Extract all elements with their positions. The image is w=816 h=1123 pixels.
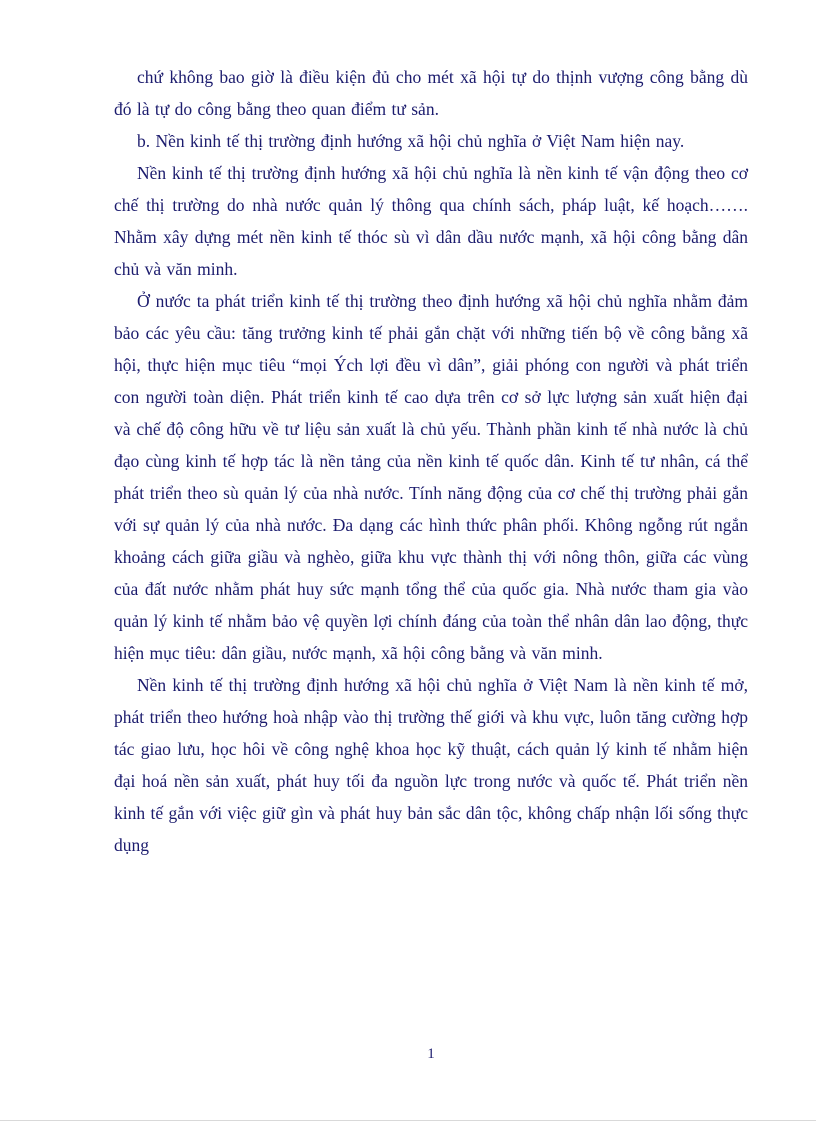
document-body bbox=[114, 61, 748, 861]
paragraph-continuation: chứ không bao giờ là điều kiện đủ cho mét xã hội tự do thịnh vượng công bằng dù đó là tự do công bằng theo quan điểm tư sản. bbox=[114, 67, 748, 119]
paragraph-requirements: Ở nước ta phát triển kinh tế thị trường theo định hướng xã hội chủ nghĩa nhằm đảm bảo các yêu cầu: tăng trưởng kinh tế phải gắn chặt với những tiến bộ về công bằng xã hội, thực hiện mục tiêu “mọi Ých lợi đều vì dân”, giải phóng con người và phát triển con người toàn diện. Phát triển kinh tế cao dựa trên cơ sở lực lượng sản xuất hiện đại và chế độ công hữu về tư liệu sản xuất là chủ yếu. Thành phần kinh tế nhà nước là chủ đạo cùng kinh tế hợp tác là nền tảng của nền kinh tế quốc dân. Kinh tế tư nhân, cá thể phát triển theo sù quản lý của nhà nước. Tính năng động của cơ chế thị trường phải gắn với sự quản lý của nhà nước. Đa dạng các hình thức phân phối. Không ngỗng rút ngắn khoảng cách giữa giầu và nghèo, giữa khu vực thành thị với nông thôn, giữa các vùng của đất nước nhằm phát huy sức mạnh tổng thể của quốc gia. Nhà nước tham gia vào quản lý kinh tế nhằm bảo vệ quyền lợi chính đáng của toàn thể nhân dân lao động, thực hiện mục tiêu: dân giầu, nước mạnh, xã hội công bằng và văn minh. bbox=[114, 291, 748, 663]
paragraph-heading-b: b. Nền kinh tế thị trường định hướng xã hội chủ nghĩa ở Việt Nam hiện nay. bbox=[137, 131, 685, 151]
paragraph-open-economy: Nền kinh tế thị trường định hướng xã hội chủ nghĩa ở Việt Nam là nền kinh tế mở, phát triển theo hướng hoà nhập vào thị trường thế giới và khu vực, luôn tăng cường hợp tác giao lưu, học hôi về công nghệ khoa học kỹ thuật, cách quản lý kinh tế nhằm hiện đại hoá nền sản xuất, phát huy tối đa nguồn lực trong nước và quốc tế. Phát triển nền kinh tế gắn với việc giữ gìn và phát huy bản sắc dân tộc, không chấp nhận lối sống thực dụng bbox=[114, 675, 748, 855]
page-bottom-edge bbox=[0, 1120, 816, 1121]
page-number: 1 bbox=[427, 1046, 435, 1062]
paragraph-definition: Nền kinh tế thị trường định hướng xã hội chủ nghĩa là nền kinh tế vận động theo cơ chế thị trường do nhà nước quản lý thông qua chính sách, pháp luật, kế hoạch……. Nhằm xây dựng mét nền kinh tế thóc sù vì dân dầu nước mạnh, xã hội công bằng dân chủ và văn minh. bbox=[114, 163, 748, 279]
